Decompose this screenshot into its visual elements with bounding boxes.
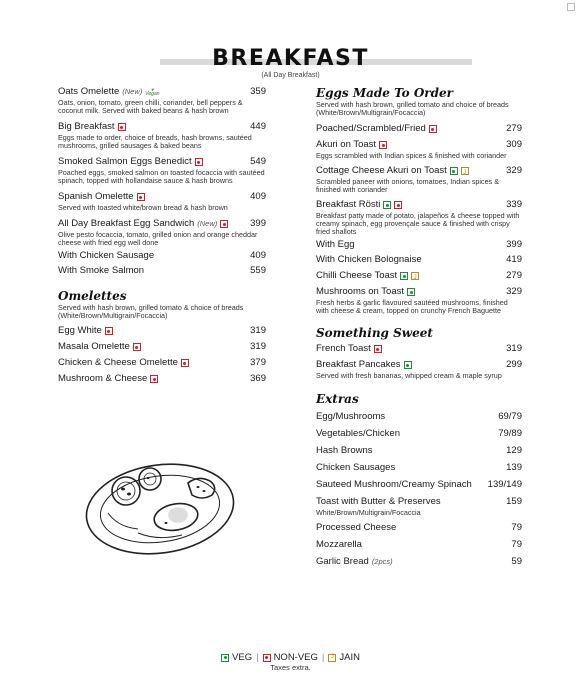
item-name: Big Breakfast bbox=[58, 121, 115, 132]
item-name: Breakfast Rösti bbox=[316, 199, 381, 210]
menu-item-rosti bbox=[316, 199, 522, 236]
menu-item-masala-omelette bbox=[58, 341, 266, 353]
non-veg-icon bbox=[195, 158, 203, 166]
taxes-note: Taxes extra. bbox=[270, 663, 311, 672]
menu-item-mushrooms-toast bbox=[316, 286, 522, 315]
item-description: Eggs made to order, choice of breads, hash browns, sautéed mushrooms, grilled sausages & baked beans bbox=[58, 133, 252, 150]
non-veg-icon bbox=[374, 345, 382, 353]
item-price: 79 bbox=[511, 522, 522, 533]
item-name: Sauteed Mushroom/Creamy Spinach bbox=[316, 479, 472, 490]
new-tag: (New) bbox=[197, 219, 218, 228]
menu-item-cottage-akuri bbox=[316, 165, 522, 194]
item-price: 549 bbox=[250, 156, 266, 167]
vegan-badge: ❦ Vegan bbox=[145, 87, 160, 97]
legend-veg: VEG bbox=[232, 652, 253, 663]
extra-item bbox=[316, 428, 522, 440]
jain-icon bbox=[461, 167, 469, 175]
item-price: 339 bbox=[506, 199, 522, 210]
menu-item-chicken-cheese-omelette bbox=[58, 357, 266, 369]
item-name: Mushroom & Cheese bbox=[58, 373, 148, 384]
item-price: 419 bbox=[506, 254, 522, 265]
item-price: 319 bbox=[250, 325, 266, 336]
item-name: All Day Breakfast Egg Sandwich bbox=[58, 218, 195, 229]
menu-item-spanish-omelette bbox=[58, 191, 266, 212]
item-qualifier: (2pcs) bbox=[371, 557, 393, 566]
item-name: Garlic Bread bbox=[316, 556, 369, 567]
menu-item-with-bolognaise bbox=[316, 254, 522, 266]
item-name: Chicken Sausages bbox=[316, 462, 396, 473]
veg-icon bbox=[404, 361, 412, 369]
item-price: 399 bbox=[506, 239, 522, 250]
section-description: Served with hash brown, grilled tomato and choice of breads (White/Brown/Multigrain/Focaccia) bbox=[316, 100, 509, 117]
non-veg-icon bbox=[220, 220, 228, 228]
menu-item-egg-sandwich bbox=[58, 218, 266, 247]
item-price: 319 bbox=[250, 341, 266, 352]
menu-item-chilli-cheese-toast bbox=[316, 270, 522, 282]
item-description: Fresh herbs & garlic flavoured sautéed mushrooms, finished with cheese & cream, topped on crunchy French Baguette bbox=[316, 298, 508, 315]
section-title-eggs: Eggs Made To Order bbox=[316, 86, 453, 100]
item-price: 309 bbox=[506, 139, 522, 150]
item-name: Processed Cheese bbox=[316, 522, 397, 533]
jain-icon bbox=[411, 272, 419, 280]
menu-item-smoked-salmon bbox=[58, 156, 266, 185]
veg-icon bbox=[450, 167, 458, 175]
menu-item-poached bbox=[316, 123, 522, 135]
non-veg-icon bbox=[133, 343, 141, 351]
item-price: 329 bbox=[506, 286, 522, 297]
left-column bbox=[58, 86, 266, 385]
non-veg-icon bbox=[181, 359, 189, 367]
item-name: Poached/Scrambled/Fried bbox=[316, 123, 426, 134]
non-veg-icon bbox=[105, 327, 113, 335]
new-tag: (New) bbox=[122, 87, 143, 96]
item-name: French Toast bbox=[316, 343, 371, 354]
menu-item-smoke-salmon bbox=[58, 265, 266, 277]
non-veg-icon bbox=[137, 193, 145, 201]
menu-item-oats-omelette bbox=[58, 86, 266, 115]
legend-separator: | bbox=[321, 652, 325, 663]
extra-item bbox=[316, 539, 522, 551]
item-price: 369 bbox=[250, 373, 266, 384]
item-price: 129 bbox=[506, 445, 522, 456]
item-description: Served with fresh bananas, whipped cream & maple syrup bbox=[316, 371, 502, 380]
item-description: Poached eggs, smoked salmon on toasted focaccia with sautéed spinach, topped with hollandaise sauce & hash browns bbox=[58, 168, 265, 185]
extra-item bbox=[316, 556, 522, 568]
corner-mark bbox=[567, 3, 575, 11]
item-price: 409 bbox=[250, 250, 266, 261]
item-name: Breakfast Pancakes bbox=[316, 359, 401, 370]
extra-item bbox=[316, 411, 522, 423]
menu-item-with-egg bbox=[316, 239, 522, 251]
diet-legend bbox=[0, 652, 581, 663]
item-description: Scrambled paneer with onions, tomatoes, Indian spices & finished with coriander bbox=[316, 177, 499, 194]
item-price: 299 bbox=[506, 359, 522, 370]
page-subtitle: (All Day Breakfast) bbox=[261, 72, 320, 79]
menu-item-egg-white bbox=[58, 325, 266, 337]
section-title-omelettes: Omelettes bbox=[58, 289, 127, 303]
menu-item-mushroom-cheese bbox=[58, 373, 266, 385]
item-name: Egg White bbox=[58, 325, 102, 336]
menu-item-big-breakfast bbox=[58, 121, 266, 150]
vegan-leaf-icon: ❦ bbox=[150, 87, 155, 92]
item-name: Oats Omelette bbox=[58, 86, 120, 97]
legend-jain: JAIN bbox=[339, 652, 360, 663]
non-veg-icon bbox=[263, 654, 271, 662]
item-name: Spanish Omelette bbox=[58, 191, 134, 202]
jain-icon bbox=[328, 654, 336, 662]
item-description: Olive pesto focaccia, tomato, grilled onion and orange cheddar cheese with fried egg well done bbox=[58, 230, 258, 247]
extra-item bbox=[316, 445, 522, 457]
item-name: Mozzarella bbox=[316, 539, 362, 550]
item-name: With Egg bbox=[316, 239, 355, 250]
item-name: Masala Omelette bbox=[58, 341, 130, 352]
item-price: 79/89 bbox=[498, 428, 522, 439]
item-price: 319 bbox=[506, 343, 522, 354]
item-name: Mushrooms on Toast bbox=[316, 286, 405, 297]
item-description: Served with toasted white/brown bread & hash brown bbox=[58, 203, 228, 212]
menu-item-french-toast bbox=[316, 343, 522, 355]
item-name: Akuri on Toast bbox=[316, 139, 377, 150]
item-description: Breakfast patty made of potato, jalapeños & cheese topped with creamy spinach, egg provençale sauce & finished with crispy fried shallots bbox=[316, 211, 520, 236]
breakfast-plate-illustration bbox=[78, 453, 240, 561]
item-description: Oats, onion, tomato, green chilli, coriander, bell peppers & coconut milk. Served with baked beans & hash brown bbox=[58, 98, 243, 115]
menu-item-pancakes bbox=[316, 359, 522, 380]
item-price: 279 bbox=[506, 270, 522, 281]
item-name: Vegetables/Chicken bbox=[316, 428, 400, 439]
page-title: BREAKFAST bbox=[212, 46, 369, 71]
item-name: With Chicken Bolognaise bbox=[316, 254, 422, 265]
item-name: Chicken & Cheese Omelette bbox=[58, 357, 178, 368]
item-price: 279 bbox=[506, 123, 522, 134]
right-column bbox=[316, 86, 522, 568]
item-price: 79 bbox=[511, 539, 522, 550]
item-price: 379 bbox=[250, 357, 266, 368]
item-price: 399 bbox=[250, 218, 266, 229]
legend-separator: | bbox=[256, 652, 259, 663]
non-veg-icon bbox=[379, 141, 387, 149]
item-name: With Smoke Salmon bbox=[58, 265, 145, 276]
item-price: 69/79 bbox=[498, 411, 522, 422]
section-title-extras: Extras bbox=[316, 392, 359, 406]
item-price: 359 bbox=[250, 86, 266, 97]
item-price: 449 bbox=[250, 121, 266, 132]
item-price: 139/149 bbox=[487, 479, 522, 490]
item-price: 139 bbox=[506, 462, 522, 473]
extra-item bbox=[316, 462, 522, 474]
veg-icon bbox=[407, 288, 415, 296]
item-price: 329 bbox=[506, 165, 522, 176]
item-price: 559 bbox=[250, 265, 266, 276]
item-name: Hash Browns bbox=[316, 445, 373, 456]
item-price: 159 bbox=[506, 496, 522, 507]
legend-nonveg: NON-VEG bbox=[273, 652, 318, 663]
item-name: Egg/Mushrooms bbox=[316, 411, 386, 422]
item-name: Toast with Butter & Preserves bbox=[316, 496, 441, 507]
item-description: Eggs scrambled with Indian spices & finished with coriander bbox=[316, 151, 507, 160]
item-name: Chilli Cheese Toast bbox=[316, 270, 398, 281]
menu-item-akuri bbox=[316, 139, 522, 160]
item-subtext: White/Brown/Multigrain/Focaccia bbox=[316, 508, 421, 517]
veg-icon bbox=[400, 272, 408, 280]
extra-item bbox=[316, 522, 522, 534]
section-description: Served with hash brown, grilled tomato & choice of breads (White/Brown/Multigrain/Focaccia) bbox=[58, 303, 244, 320]
item-price: 59 bbox=[511, 556, 522, 567]
item-name: Smoked Salmon Eggs Benedict bbox=[58, 156, 192, 167]
menu-item-chicken-sausage bbox=[58, 250, 266, 262]
extra-item bbox=[316, 496, 522, 517]
non-veg-icon bbox=[150, 375, 158, 383]
item-name: Cottage Cheese Akuri on Toast bbox=[316, 165, 447, 176]
non-veg-icon bbox=[118, 123, 126, 131]
veg-icon bbox=[221, 654, 229, 662]
item-name: With Chicken Sausage bbox=[58, 250, 155, 261]
item-price: 409 bbox=[250, 191, 266, 202]
non-veg-icon bbox=[429, 125, 437, 133]
veg-icon bbox=[383, 201, 391, 209]
section-title-sweet: Something Sweet bbox=[316, 326, 433, 340]
non-veg-icon bbox=[394, 201, 402, 209]
extra-item bbox=[316, 479, 522, 491]
